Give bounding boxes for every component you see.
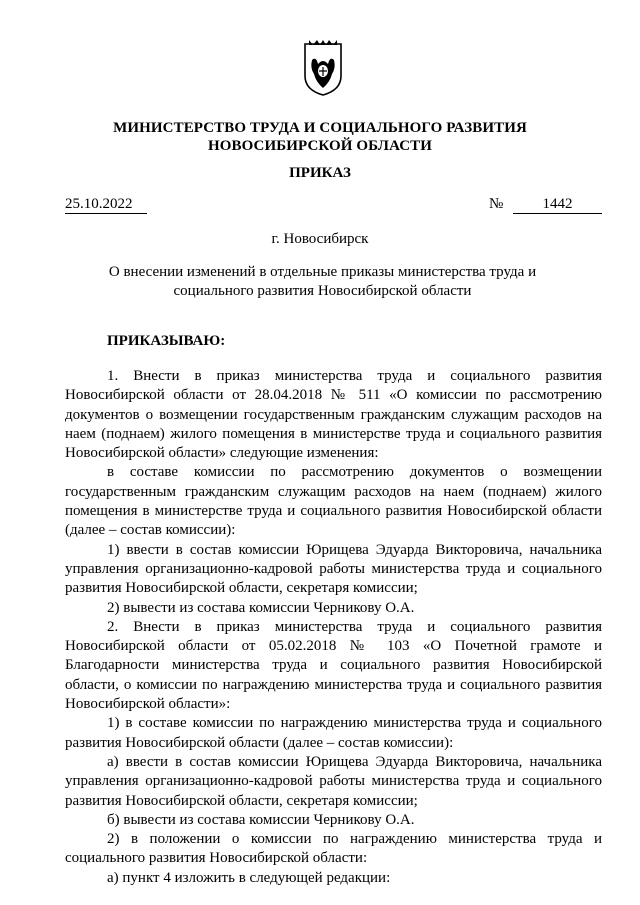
paragraph: 2) в положении о комиссии по награждению министерства труда и социального развития Новосибирской области:	[65, 831, 602, 867]
paragraph: в составе комиссии по рассмотрению документов о возмещении государственным гражданским служащим расходов на наем (поднаем) жилого помещения в министерстве труда и социального развития Новосибирской области (далее – состав комиссии):	[65, 464, 602, 539]
ministry-name-line-2: НОВОСИБИРСКОЙ ОБЛАСТИ	[207, 138, 433, 154]
document-subject: О внесении изменений в отдельные приказы министерства труда и социального развития Новосибирской области	[108, 264, 537, 299]
paragraph: а) пункт 4 изложить в следующей редакции:	[107, 869, 391, 886]
decree-word: ПРИКАЗЫВАЮ:	[107, 333, 226, 349]
document-date: 25.10.2022	[65, 196, 147, 214]
ministry-name-line-1: МИНИСТЕРСТВО ТРУДА И СОЦИАЛЬНОГО РАЗВИТИЯ	[113, 120, 527, 136]
document-number: 1442	[513, 196, 602, 214]
paragraph: 2) вывести из состава комиссии Черникову О.А.	[107, 599, 415, 616]
paragraph: 2. Внести в приказ министерства труда и социального развития Новосибирской области от 05.02.2018 № 103 «О Почетной грамоте и Благодарности министерства труда и социального развития Новосибирской области, о комиссии по награждению министерства труда и социального развития Новосибирской области»:	[65, 618, 602, 713]
document-body	[65, 367, 602, 888]
document-type: ПРИКАЗ	[289, 165, 351, 181]
number-sign: №	[489, 196, 504, 212]
paragraph: а) ввести в состав комиссии Юрищева Эдуарда Викторовича, начальника управления организационно-кадровой работы министерства труда и социального развития Новосибирской области, секретаря комиссии;	[65, 753, 602, 809]
paragraph: 1) ввести в состав комиссии Юрищева Эдуарда Викторовича, начальника управления организационно-кадровой работы министерства труда и социального развития Новосибирской области, секретаря комиссии;	[65, 541, 602, 597]
city: г. Новосибирск	[271, 231, 369, 247]
paragraph: 1) в составе комиссии по награждению министерства труда и социального развития Новосибирской области (далее – состав комиссии):	[65, 715, 602, 751]
coat-of-arms-emblem	[303, 38, 343, 96]
paragraph: 1. Внести в приказ министерства труда и социального развития Новосибирской области от 28.04.2018 № 511 «О комиссии по рассмотрению документов о возмещении государственным гражданским служащим расходов на наем (поднаем) жилого помещения в министерстве труда и социального развития Новосибирской области» следующие изменения:	[65, 368, 602, 462]
paragraph: б) вывести из состава комиссии Черникову О.А.	[107, 811, 415, 828]
